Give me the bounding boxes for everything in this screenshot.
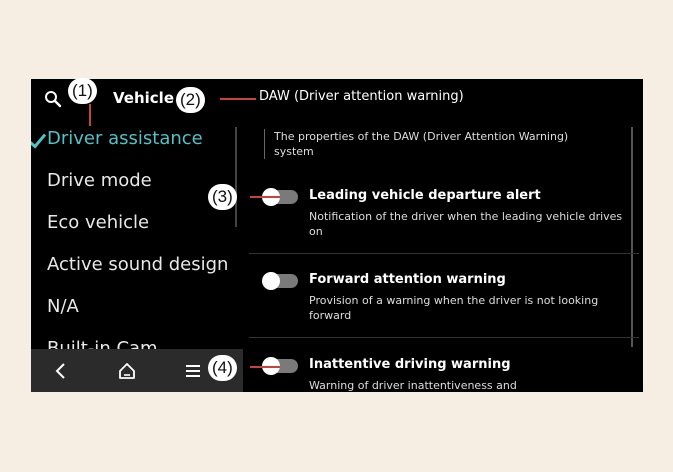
setting-description: Provision of a warning when the driver is not looking forward bbox=[309, 294, 599, 322]
setting-title: Inattentive driving warning bbox=[309, 357, 511, 372]
divider bbox=[249, 337, 639, 338]
content-scrollbar[interactable] bbox=[631, 127, 633, 347]
infotainment-screen bbox=[31, 79, 643, 392]
home-icon[interactable] bbox=[117, 361, 137, 381]
menu-item-eco-vehicle[interactable]: Eco vehicle bbox=[47, 212, 150, 233]
back-chevron-icon[interactable] bbox=[51, 361, 71, 381]
panel-title: Vehicle bbox=[113, 89, 174, 107]
menu-item-driver-assistance[interactable]: Driver assistance bbox=[47, 128, 203, 149]
setting-title: Leading vehicle departure alert bbox=[309, 188, 541, 203]
feature-description: The properties of the DAW (Driver Attention Warning) system bbox=[264, 129, 604, 159]
callout-2-leader bbox=[220, 98, 256, 100]
toggle-switch[interactable] bbox=[264, 274, 298, 288]
setting-description: Notification of the driver when the leading vehicle drives on bbox=[309, 210, 623, 238]
menu-item-active-sound-design[interactable]: Active sound design bbox=[47, 254, 229, 275]
setting-title: Forward attention warning bbox=[309, 272, 506, 287]
callout-1: (1) bbox=[68, 78, 97, 104]
menu-item-na[interactable]: N/A bbox=[47, 296, 79, 317]
menu-item-drive-mode[interactable]: Drive mode bbox=[47, 170, 152, 191]
callout-1-leader bbox=[89, 104, 91, 126]
callout-3: (3) bbox=[208, 184, 237, 210]
divider bbox=[249, 253, 639, 254]
setting-description: Warning of driver inattentiveness and bbox=[309, 379, 517, 392]
menu-scrollbar[interactable] bbox=[235, 127, 237, 227]
menu-icon[interactable] bbox=[183, 361, 203, 381]
search-icon[interactable] bbox=[44, 90, 62, 108]
selected-check-icon bbox=[31, 128, 46, 148]
callout-4-leader bbox=[250, 366, 280, 368]
callout-3-leader bbox=[250, 196, 280, 198]
page-title: DAW (Driver attention warning) bbox=[259, 89, 464, 104]
callout-2: (2) bbox=[176, 87, 205, 113]
callout-4: (4) bbox=[208, 355, 237, 381]
